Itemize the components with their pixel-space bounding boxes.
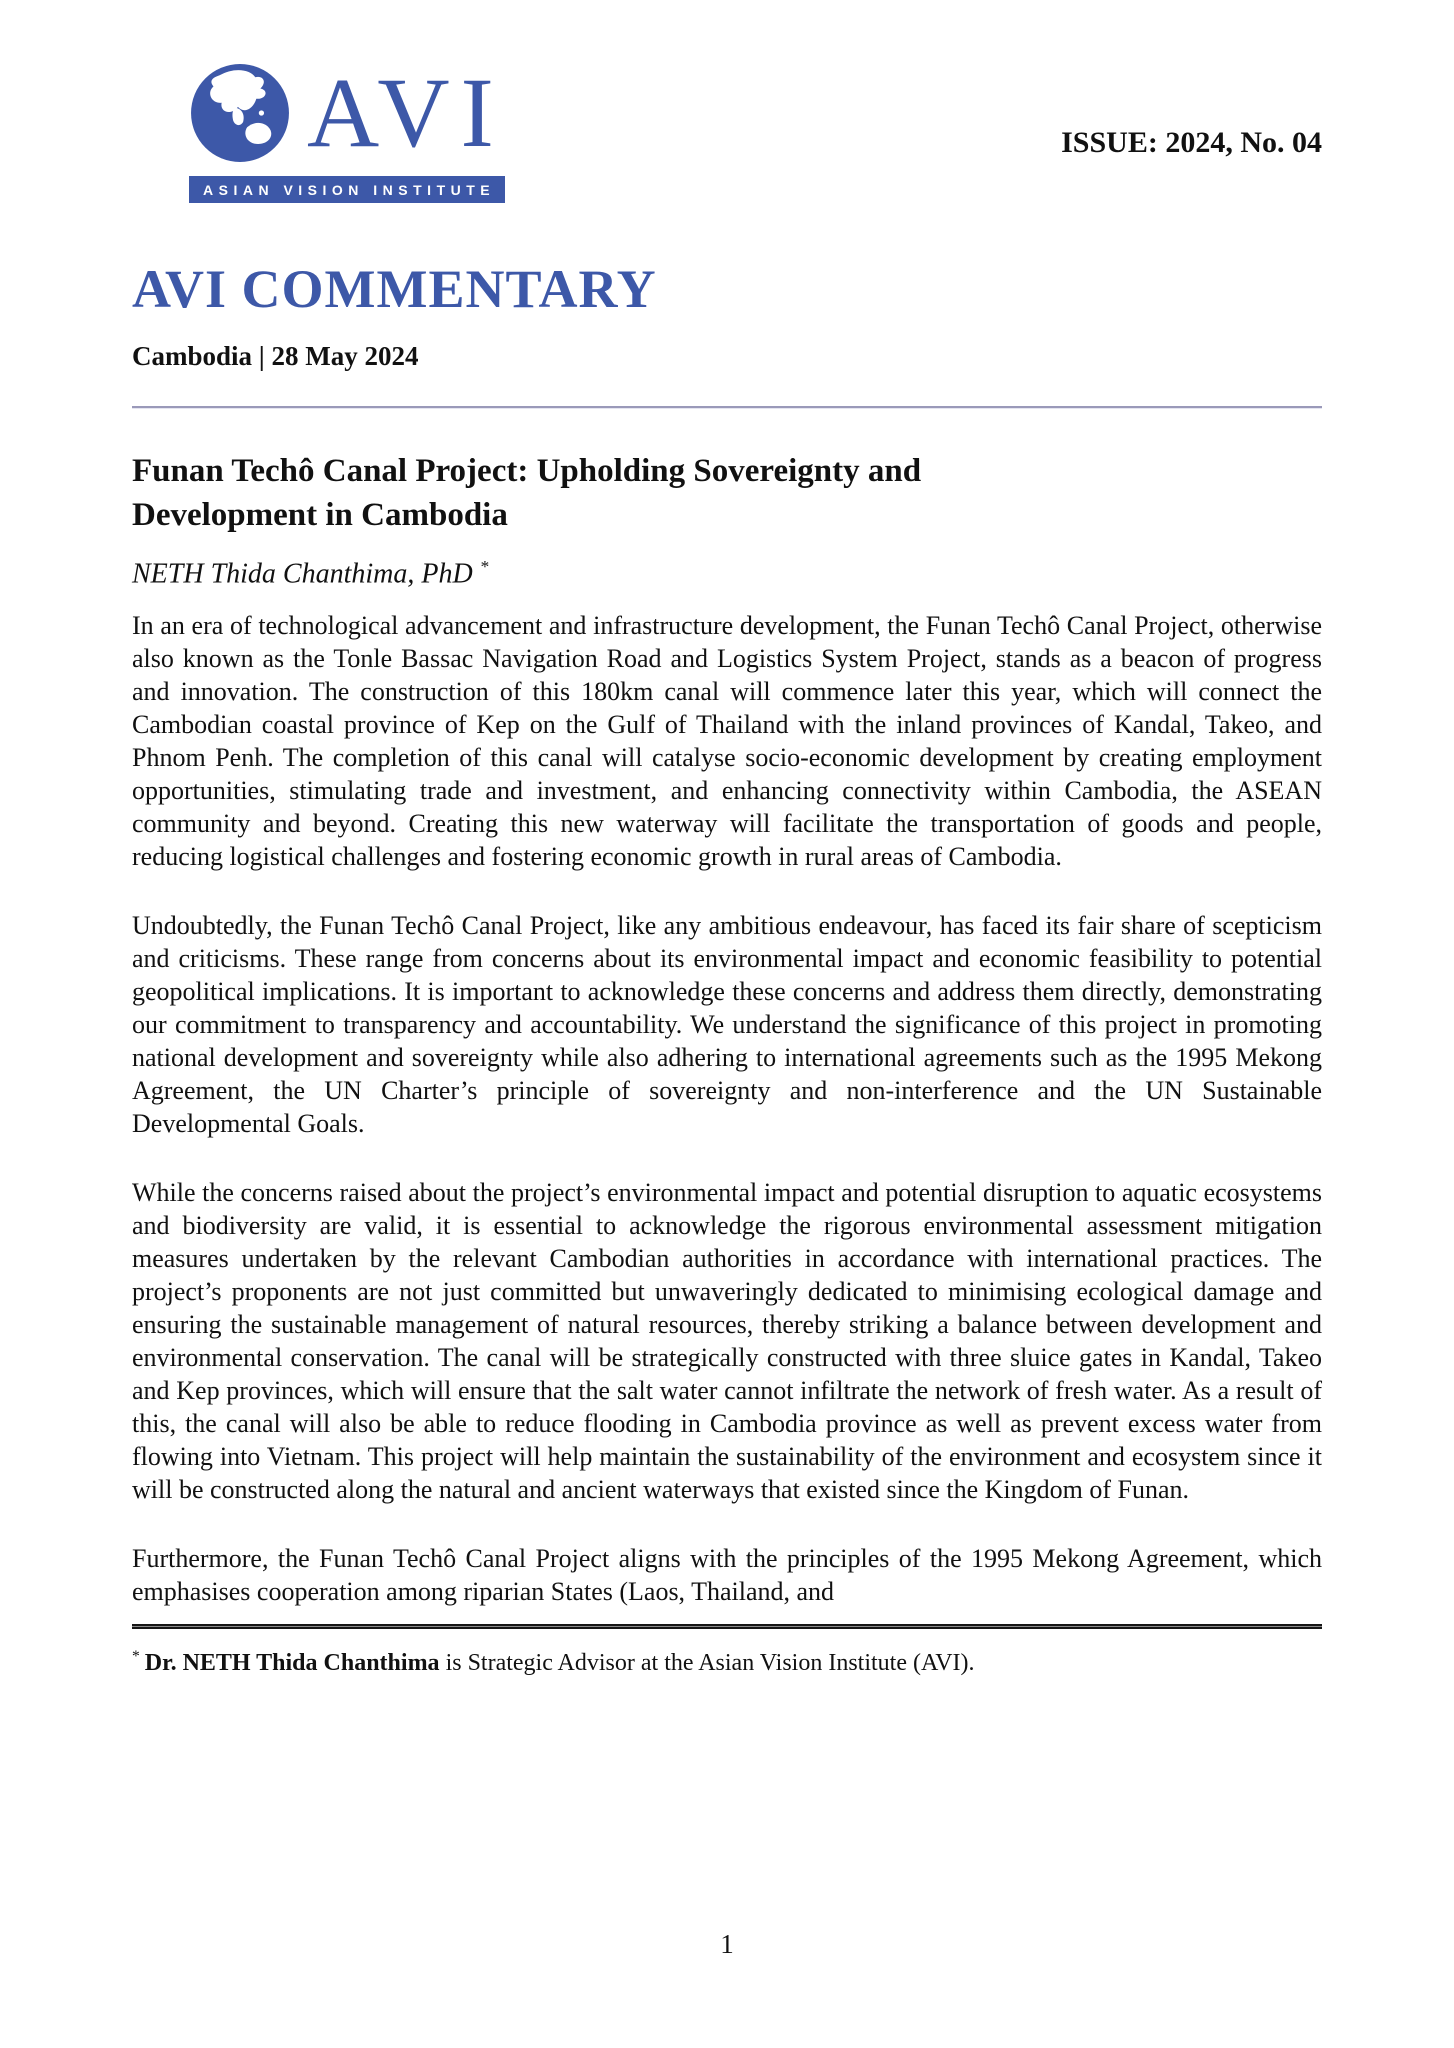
dateline: Cambodia | 28 May 2024	[132, 341, 419, 372]
logo-acronym: AVI	[307, 57, 505, 168]
author-footnote-marker: *	[479, 557, 489, 577]
article-title: Funan Techô Canal Project: Upholding Sovereignty and Development in Cambodia	[132, 453, 922, 534]
footnote-marker: *	[132, 1647, 140, 1665]
body-paragraph: Furthermore, the Funan Techô Canal Project aligns with the principles of the 1995 Mekong Agreement, which emphasises cooperation among riparian States (Laos, Thailand, and	[132, 1543, 1322, 1606]
avi-logo	[189, 57, 505, 203]
author-line	[132, 557, 1322, 590]
body-paragraph: In an era of technological advancement and infrastructure development, the Funan Techô Canal Project, otherwise also known as the Tonle Bassac Navigation Road and Logistics System Project, stands as a beacon of progress and innovation. The construction of this 180km canal will commence later this year, which will connect the Cambodian coastal province of Kep on the Gulf of Thailand with the inland provinces of Kandal, Takeo, and Phnom Penh. The completion of this canal will catalyse socio-economic development by creating employment opportunities, stimulating trade and investment, and enhancing connectivity within Cambodia, the ASEAN community and beyond. Creating this new waterway will facilitate the transportation of goods and people, reducing logistical challenges and fostering economic growth in rural areas of Cambodia.	[132, 610, 1322, 871]
publication-title: AVI COMMENTARY	[132, 259, 657, 319]
footnote-divider	[132, 1624, 1322, 1629]
globe-icon	[189, 62, 291, 164]
footnote	[132, 1641, 1322, 1679]
header-divider	[132, 406, 1322, 409]
footnote-text: is Strategic Advisor at the Asian Vision Institute (AVI).	[439, 1649, 975, 1676]
body-paragraph: Undoubtedly, the Funan Techô Canal Project, like any ambitious endeavour, has faced its fair share of scepticism and criticisms. These range from concerns about its environmental impact and economic feasibility to potential geopolitical implications. It is important to acknowledge these concerns and address them directly, demonstrating our commitment to transparency and accountability. We understand the significance of this project in promoting national development and sovereignty while also adhering to international agreements such as the 1995 Mekong Agreement, the UN Charter’s principle of sovereignty and non-interference and the UN Sustainable Developmental Goals.	[132, 910, 1322, 1138]
author-name: NETH Thida Chanthima, PhD	[132, 558, 473, 590]
footnote-author: Dr. NETH Thida Chanthima	[144, 1649, 440, 1676]
page-number: 1	[720, 1929, 734, 1959]
logo-banner: ASIAN VISION INSTITUTE	[189, 176, 505, 203]
masthead	[132, 57, 1322, 203]
body-paragraph: While the concerns raised about the project’s environmental impact and potential disruption to aquatic ecosystems and biodiversity are valid, it is essential to acknowledge the rigorous environmental assessment mitigation measures undertaken by the relevant Cambodian authorities in accordance with international practices. The project’s proponents are not just committed but unwaveringly dedicated to minimising ecological damage and ensuring the sustainable management of natural resources, thereby striking a balance between development and environmental conservation. The canal will be strategically constructed with three sluice gates in Kandal, Takeo and Kep provinces, which will ensure that the salt water cannot infiltrate the network of fresh water. As a result of this, the canal will also be able to reduce flooding in Cambodia province as well as prevent excess water from flowing into Vietnam. This project will help maintain the sustainability of the environment and ecosystem since it will be constructed along the natural and ancient waterways that existed since the Kingdom of Funan.	[132, 1177, 1322, 1504]
logo-row	[189, 57, 505, 168]
issue-label: ISSUE: 2024, No. 04	[1061, 126, 1322, 159]
